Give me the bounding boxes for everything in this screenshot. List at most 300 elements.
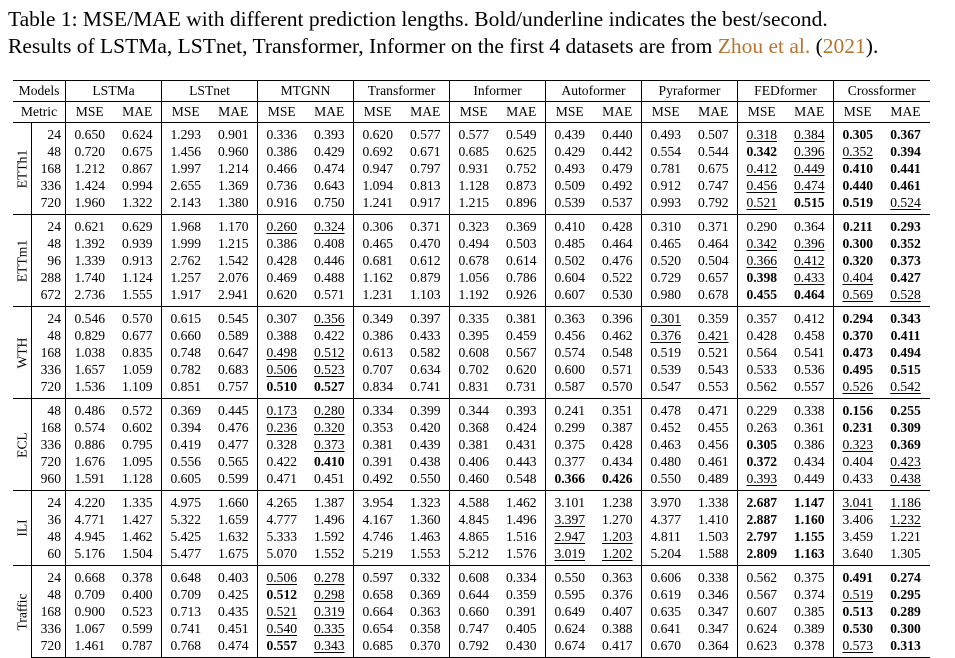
value-cell: 0.620 xyxy=(354,123,402,144)
value-cell: 0.657 xyxy=(690,269,738,286)
value-cell: 0.495 xyxy=(842,362,874,377)
value-cell: 0.477 xyxy=(210,436,258,453)
value-cell: 3.459 xyxy=(842,529,874,544)
value-cell: 0.306 xyxy=(354,215,402,236)
value-cell: 0.569 xyxy=(842,287,874,302)
value-cell: 0.335 xyxy=(306,620,354,637)
value-cell: 0.757 xyxy=(210,378,258,399)
prediction-length: 168 xyxy=(32,603,66,620)
value-cell: 4.588 xyxy=(450,491,498,512)
value-cell: 0.554 xyxy=(650,144,682,159)
value-cell: 0.729 xyxy=(650,270,682,285)
table-row xyxy=(13,177,930,194)
value-cell: 1.215 xyxy=(458,195,490,210)
value-cell: 0.916 xyxy=(266,195,298,210)
value-cell: 0.385 xyxy=(786,603,834,620)
value-cell: 0.381 xyxy=(458,437,490,452)
value-cell: 1.552 xyxy=(306,545,354,566)
value-cell: 0.917 xyxy=(402,194,450,215)
value-cell: 1.503 xyxy=(690,528,738,545)
value-cell: 0.629 xyxy=(114,215,162,236)
value-cell: 0.441 xyxy=(890,161,921,176)
value-cell: 0.236 xyxy=(266,420,298,435)
value-cell: 0.582 xyxy=(402,344,450,361)
value-cell: 1.659 xyxy=(210,511,258,528)
value-cell: 1.675 xyxy=(210,545,258,566)
value-cell: 1.380 xyxy=(210,194,258,215)
table-row xyxy=(13,637,930,658)
value-cell: 1.369 xyxy=(210,177,258,194)
value-cell: 0.736 xyxy=(266,178,298,193)
value-cell: 0.406 xyxy=(458,454,490,469)
value-cell: 0.577 xyxy=(450,123,498,144)
results-table xyxy=(13,80,930,658)
model-header-mtgnn: MTGNN xyxy=(258,81,354,102)
value-cell: 0.947 xyxy=(362,161,394,176)
value-cell: 0.901 xyxy=(210,123,258,144)
prediction-length: 960 xyxy=(32,470,66,491)
dataset-label xyxy=(13,123,32,215)
value-cell: 0.564 xyxy=(746,345,778,360)
value-cell: 0.378 xyxy=(786,637,834,658)
value-cell: 0.993 xyxy=(650,195,682,210)
prediction-length: 720 xyxy=(32,453,66,470)
table-row xyxy=(13,603,930,620)
value-cell: 0.683 xyxy=(210,361,258,378)
value-cell: 0.342 xyxy=(746,144,778,159)
value-cell: 0.336 xyxy=(258,123,306,144)
table-row xyxy=(13,160,930,177)
prediction-length: 48 xyxy=(32,235,66,252)
value-cell: 0.426 xyxy=(594,470,642,491)
value-cell: 0.720 xyxy=(74,144,106,159)
value-cell: 0.371 xyxy=(690,215,738,236)
value-cell: 0.358 xyxy=(402,620,450,637)
prediction-length: 48 xyxy=(32,586,66,603)
value-cell: 1.147 xyxy=(786,491,834,512)
value-cell: 0.461 xyxy=(890,178,921,193)
value-cell: 0.835 xyxy=(114,344,162,361)
value-cell: 0.526 xyxy=(842,379,874,394)
value-cell: 3.101 xyxy=(546,491,594,512)
value-cell: 0.404 xyxy=(842,454,874,469)
table-row xyxy=(13,620,930,637)
value-cell: 0.318 xyxy=(738,123,786,144)
value-cell: 0.530 xyxy=(594,286,642,307)
value-cell: 0.274 xyxy=(882,566,930,587)
value-cell: 0.260 xyxy=(258,215,306,236)
value-cell: 0.438 xyxy=(402,453,450,470)
value-cell: 0.428 xyxy=(594,436,642,453)
value-cell: 0.595 xyxy=(554,587,586,602)
table-row xyxy=(13,252,930,269)
value-cell: 0.301 xyxy=(642,307,690,328)
value-cell: 0.913 xyxy=(114,252,162,269)
value-cell: 0.378 xyxy=(114,566,162,587)
value-cell: 0.298 xyxy=(306,586,354,603)
value-cell: 1.339 xyxy=(74,253,106,268)
value-cell: 0.438 xyxy=(890,471,921,486)
value-cell: 5.204 xyxy=(650,546,682,561)
value-cell: 0.476 xyxy=(594,252,642,269)
value-cell: 0.338 xyxy=(786,399,834,420)
value-cell: 0.795 xyxy=(114,436,162,453)
value-cell: 3.019 xyxy=(554,546,586,561)
value-cell: 0.471 xyxy=(266,471,298,486)
value-cell: 0.634 xyxy=(402,361,450,378)
value-cell: 0.343 xyxy=(306,637,354,658)
value-cell: 1.740 xyxy=(74,270,106,285)
table-row xyxy=(13,143,930,160)
value-cell: 1.553 xyxy=(402,545,450,566)
value-cell: 0.647 xyxy=(210,344,258,361)
value-cell: 2.076 xyxy=(210,269,258,286)
value-cell: 1.588 xyxy=(690,545,738,566)
value-cell: 0.309 xyxy=(890,420,921,435)
citation-link[interactable]: Zhou et al. xyxy=(717,34,811,58)
value-cell: 0.396 xyxy=(594,307,642,328)
value-cell: 0.834 xyxy=(362,379,394,394)
metric-header-mae: MAE xyxy=(882,102,930,123)
value-cell: 0.702 xyxy=(458,362,490,377)
value-cell: 0.335 xyxy=(450,307,498,328)
value-cell: 0.458 xyxy=(786,327,834,344)
value-cell: 0.528 xyxy=(890,287,921,302)
value-cell: 0.539 xyxy=(554,195,586,210)
table-row xyxy=(13,545,930,566)
value-cell: 0.494 xyxy=(890,345,921,360)
value-cell: 0.293 xyxy=(882,215,930,236)
value-cell: 1.059 xyxy=(114,361,162,378)
models-header-label: Models xyxy=(13,81,66,102)
value-cell: 0.677 xyxy=(114,327,162,344)
value-cell: 0.352 xyxy=(890,236,921,251)
value-cell: 0.463 xyxy=(650,437,682,452)
value-cell: 0.491 xyxy=(834,566,882,587)
value-cell: 0.334 xyxy=(354,399,402,420)
value-cell: 0.370 xyxy=(842,328,874,343)
model-header-autoformer: Autoformer xyxy=(546,81,642,102)
value-cell: 0.545 xyxy=(210,307,258,328)
citation-year-link[interactable]: 2021 xyxy=(822,34,866,58)
value-cell: 0.320 xyxy=(842,253,874,268)
value-cell: 0.912 xyxy=(650,178,682,193)
value-cell: 5.425 xyxy=(170,529,202,544)
value-cell: 0.660 xyxy=(170,328,202,343)
value-cell: 3.397 xyxy=(554,512,586,527)
value-cell: 0.278 xyxy=(306,566,354,587)
table-row xyxy=(13,491,930,512)
prediction-length: 96 xyxy=(32,252,66,269)
value-cell: 0.363 xyxy=(594,566,642,587)
value-cell: 0.608 xyxy=(450,566,498,587)
prediction-length: 336 xyxy=(32,361,66,378)
value-cell: 0.752 xyxy=(498,160,546,177)
value-cell: 1.999 xyxy=(170,236,202,251)
value-cell: 0.443 xyxy=(498,453,546,470)
value-cell: 2.655 xyxy=(170,178,202,193)
value-cell: 5.333 xyxy=(266,529,298,544)
value-cell: 1.094 xyxy=(362,178,394,193)
table-row xyxy=(13,344,930,361)
value-cell: 5.070 xyxy=(266,546,298,561)
value-cell: 0.612 xyxy=(402,252,450,269)
value-cell: 0.521 xyxy=(690,344,738,361)
value-cell: 0.602 xyxy=(114,419,162,436)
value-cell: 0.571 xyxy=(306,286,354,307)
value-cell: 1.323 xyxy=(402,491,450,512)
value-cell: 0.410 xyxy=(842,161,874,176)
prediction-length: 168 xyxy=(32,419,66,436)
value-cell: 0.470 xyxy=(402,235,450,252)
value-cell: 0.546 xyxy=(66,307,114,328)
value-cell: 0.338 xyxy=(690,566,738,587)
value-cell: 0.394 xyxy=(170,420,202,435)
value-cell: 0.678 xyxy=(690,286,738,307)
value-cell: 0.434 xyxy=(594,453,642,470)
value-cell: 0.371 xyxy=(402,215,450,236)
prediction-length: 36 xyxy=(32,511,66,528)
value-cell: 0.550 xyxy=(650,471,682,486)
value-cell: 0.668 xyxy=(66,566,114,587)
value-cell: 0.451 xyxy=(306,470,354,491)
value-cell: 1.305 xyxy=(890,546,921,561)
value-cell: 0.886 xyxy=(74,437,106,452)
value-cell: 0.363 xyxy=(402,603,450,620)
value-cell: 0.344 xyxy=(450,399,498,420)
value-cell: 0.376 xyxy=(594,586,642,603)
value-cell: 0.461 xyxy=(690,453,738,470)
citation-paren: ( xyxy=(810,34,823,58)
metric-header-mae: MAE xyxy=(402,102,450,123)
caption-text: Results of LSTMa, LSTnet, Transformer, Informer on the first 4 datasets are from xyxy=(8,34,718,58)
value-cell: 0.324 xyxy=(306,215,354,236)
value-cell: 0.374 xyxy=(786,586,834,603)
value-cell: 0.644 xyxy=(458,587,490,602)
value-cell: 0.515 xyxy=(890,362,921,377)
value-cell: 0.428 xyxy=(746,328,778,343)
value-cell: 0.231 xyxy=(842,420,874,435)
value-cell: 0.429 xyxy=(306,143,354,160)
prediction-length: 336 xyxy=(32,436,66,453)
value-cell: 0.407 xyxy=(594,603,642,620)
value-cell: 2.797 xyxy=(746,529,778,544)
value-cell: 0.506 xyxy=(258,566,306,587)
value-cell: 1.335 xyxy=(114,491,162,512)
value-cell: 0.373 xyxy=(890,253,921,268)
value-cell: 0.369 xyxy=(162,399,210,420)
value-cell: 0.624 xyxy=(746,621,778,636)
value-cell: 1.968 xyxy=(162,215,210,236)
value-cell: 0.572 xyxy=(114,399,162,420)
value-cell: 2.809 xyxy=(746,546,778,561)
value-cell: 0.523 xyxy=(306,361,354,378)
value-cell: 1.221 xyxy=(890,529,921,544)
value-cell: 0.462 xyxy=(594,327,642,344)
dataset-label xyxy=(13,215,32,307)
prediction-length: 24 xyxy=(32,566,66,587)
value-cell: 1.095 xyxy=(114,453,162,470)
value-cell: 0.464 xyxy=(786,286,834,307)
table-row xyxy=(13,453,930,470)
value-cell: 0.396 xyxy=(786,235,834,252)
value-cell: 0.280 xyxy=(306,399,354,420)
value-cell: 0.449 xyxy=(786,470,834,491)
value-cell: 0.741 xyxy=(170,621,202,636)
value-cell: 0.419 xyxy=(170,437,202,452)
value-cell: 0.553 xyxy=(690,378,738,399)
value-cell: 0.320 xyxy=(306,419,354,436)
value-cell: 0.289 xyxy=(890,604,921,619)
value-cell: 0.607 xyxy=(746,604,778,619)
value-cell: 0.440 xyxy=(594,123,642,144)
prediction-length: 336 xyxy=(32,177,66,194)
value-cell: 0.648 xyxy=(162,566,210,587)
value-cell: 0.994 xyxy=(114,177,162,194)
model-header-transformer: Transformer xyxy=(354,81,450,102)
value-cell: 1.186 xyxy=(882,491,930,512)
value-cell: 0.541 xyxy=(786,344,834,361)
value-cell: 1.215 xyxy=(210,235,258,252)
metric-header-mse: MSE xyxy=(258,102,306,123)
value-cell: 4.265 xyxy=(258,491,306,512)
value-cell: 0.567 xyxy=(498,344,546,361)
value-cell: 0.473 xyxy=(842,345,874,360)
value-cell: 0.364 xyxy=(786,215,834,236)
value-cell: 3.970 xyxy=(642,491,690,512)
value-cell: 0.364 xyxy=(690,637,738,658)
value-cell: 1.124 xyxy=(114,269,162,286)
value-cell: 0.520 xyxy=(650,253,682,268)
value-cell: 0.503 xyxy=(498,235,546,252)
value-cell: 2.887 xyxy=(746,512,778,527)
value-cell: 0.960 xyxy=(210,143,258,160)
value-cell: 0.357 xyxy=(738,307,786,328)
value-cell: 0.747 xyxy=(690,177,738,194)
value-cell: 1.067 xyxy=(74,621,106,636)
value-cell: 0.540 xyxy=(266,621,298,636)
value-cell: 1.387 xyxy=(306,491,354,512)
value-cell: 1.170 xyxy=(210,215,258,236)
table-row xyxy=(13,399,930,420)
value-cell: 0.522 xyxy=(594,269,642,286)
value-cell: 0.537 xyxy=(594,194,642,215)
value-cell: 1.392 xyxy=(74,236,106,251)
value-cell: 0.512 xyxy=(266,587,298,602)
value-cell: 0.300 xyxy=(890,621,921,636)
value-cell: 0.605 xyxy=(170,471,202,486)
prediction-length: 720 xyxy=(32,194,66,215)
value-cell: 2.736 xyxy=(74,287,106,302)
value-cell: 0.896 xyxy=(498,194,546,215)
value-cell: 0.492 xyxy=(362,471,394,486)
value-cell: 0.492 xyxy=(594,177,642,194)
value-cell: 0.675 xyxy=(114,143,162,160)
prediction-length: 48 xyxy=(32,528,66,545)
value-cell: 5.219 xyxy=(362,546,394,561)
value-cell: 0.768 xyxy=(162,637,210,658)
metric-header-mse: MSE xyxy=(162,102,210,123)
value-cell: 0.343 xyxy=(882,307,930,328)
value-cell: 0.368 xyxy=(458,420,490,435)
prediction-length: 720 xyxy=(32,378,66,399)
prediction-length: 60 xyxy=(32,545,66,566)
dataset-name: ETTh1 xyxy=(14,149,30,188)
value-cell: 0.573 xyxy=(834,637,882,658)
value-cell: 0.471 xyxy=(690,399,738,420)
value-cell: 0.439 xyxy=(546,123,594,144)
value-cell: 1.214 xyxy=(210,160,258,177)
metric-header-mse: MSE xyxy=(450,102,498,123)
value-cell: 1.997 xyxy=(170,161,202,176)
value-cell: 0.440 xyxy=(842,178,874,193)
value-cell: 0.241 xyxy=(546,399,594,420)
value-cell: 0.464 xyxy=(690,235,738,252)
value-cell: 0.474 xyxy=(786,177,834,194)
model-header-fedformer: FEDformer xyxy=(738,81,834,102)
value-cell: 0.599 xyxy=(210,470,258,491)
value-cell: 1.155 xyxy=(786,528,834,545)
value-cell: 0.486 xyxy=(66,399,114,420)
value-cell: 0.375 xyxy=(554,437,586,452)
value-cell: 0.445 xyxy=(210,399,258,420)
value-cell: 0.425 xyxy=(210,586,258,603)
value-cell: 0.373 xyxy=(306,436,354,453)
value-cell: 0.635 xyxy=(650,604,682,619)
value-cell: 0.323 xyxy=(450,215,498,236)
value-cell: 0.550 xyxy=(546,566,594,587)
prediction-length: 168 xyxy=(32,344,66,361)
value-cell: 0.625 xyxy=(498,143,546,160)
value-cell: 0.786 xyxy=(498,269,546,286)
value-cell: 0.366 xyxy=(554,471,586,486)
value-cell: 0.433 xyxy=(842,471,874,486)
value-cell: 0.474 xyxy=(210,637,258,658)
dataset-name: Traffic xyxy=(14,593,30,631)
value-cell: 0.614 xyxy=(498,252,546,269)
value-cell: 1.632 xyxy=(210,528,258,545)
value-cell: 1.461 xyxy=(66,637,114,658)
value-cell: 0.741 xyxy=(402,378,450,399)
value-cell: 0.574 xyxy=(554,345,586,360)
value-cell: 0.367 xyxy=(882,123,930,144)
value-cell: 0.474 xyxy=(306,160,354,177)
table-row xyxy=(13,327,930,344)
table-row xyxy=(13,123,930,144)
prediction-length: 48 xyxy=(32,399,66,420)
model-header-informer: Informer xyxy=(450,81,546,102)
dataset-label xyxy=(13,399,32,491)
value-cell: 0.386 xyxy=(362,328,394,343)
value-cell: 0.600 xyxy=(554,362,586,377)
value-cell: 1.592 xyxy=(306,528,354,545)
value-cell: 1.536 xyxy=(74,379,106,394)
value-cell: 5.477 xyxy=(170,546,202,561)
value-cell: 0.587 xyxy=(554,379,586,394)
value-cell: 0.480 xyxy=(650,454,682,469)
dataset-name: ILI xyxy=(14,519,30,537)
value-cell: 0.607 xyxy=(554,287,586,302)
value-cell: 0.867 xyxy=(114,160,162,177)
value-cell: 0.352 xyxy=(842,144,874,159)
value-cell: 0.439 xyxy=(402,436,450,453)
value-cell: 0.624 xyxy=(554,621,586,636)
value-cell: 0.797 xyxy=(402,160,450,177)
value-cell: 0.493 xyxy=(554,161,586,176)
value-cell: 0.381 xyxy=(362,437,394,452)
value-cell: 0.451 xyxy=(210,620,258,637)
value-cell: 0.427 xyxy=(890,270,921,285)
